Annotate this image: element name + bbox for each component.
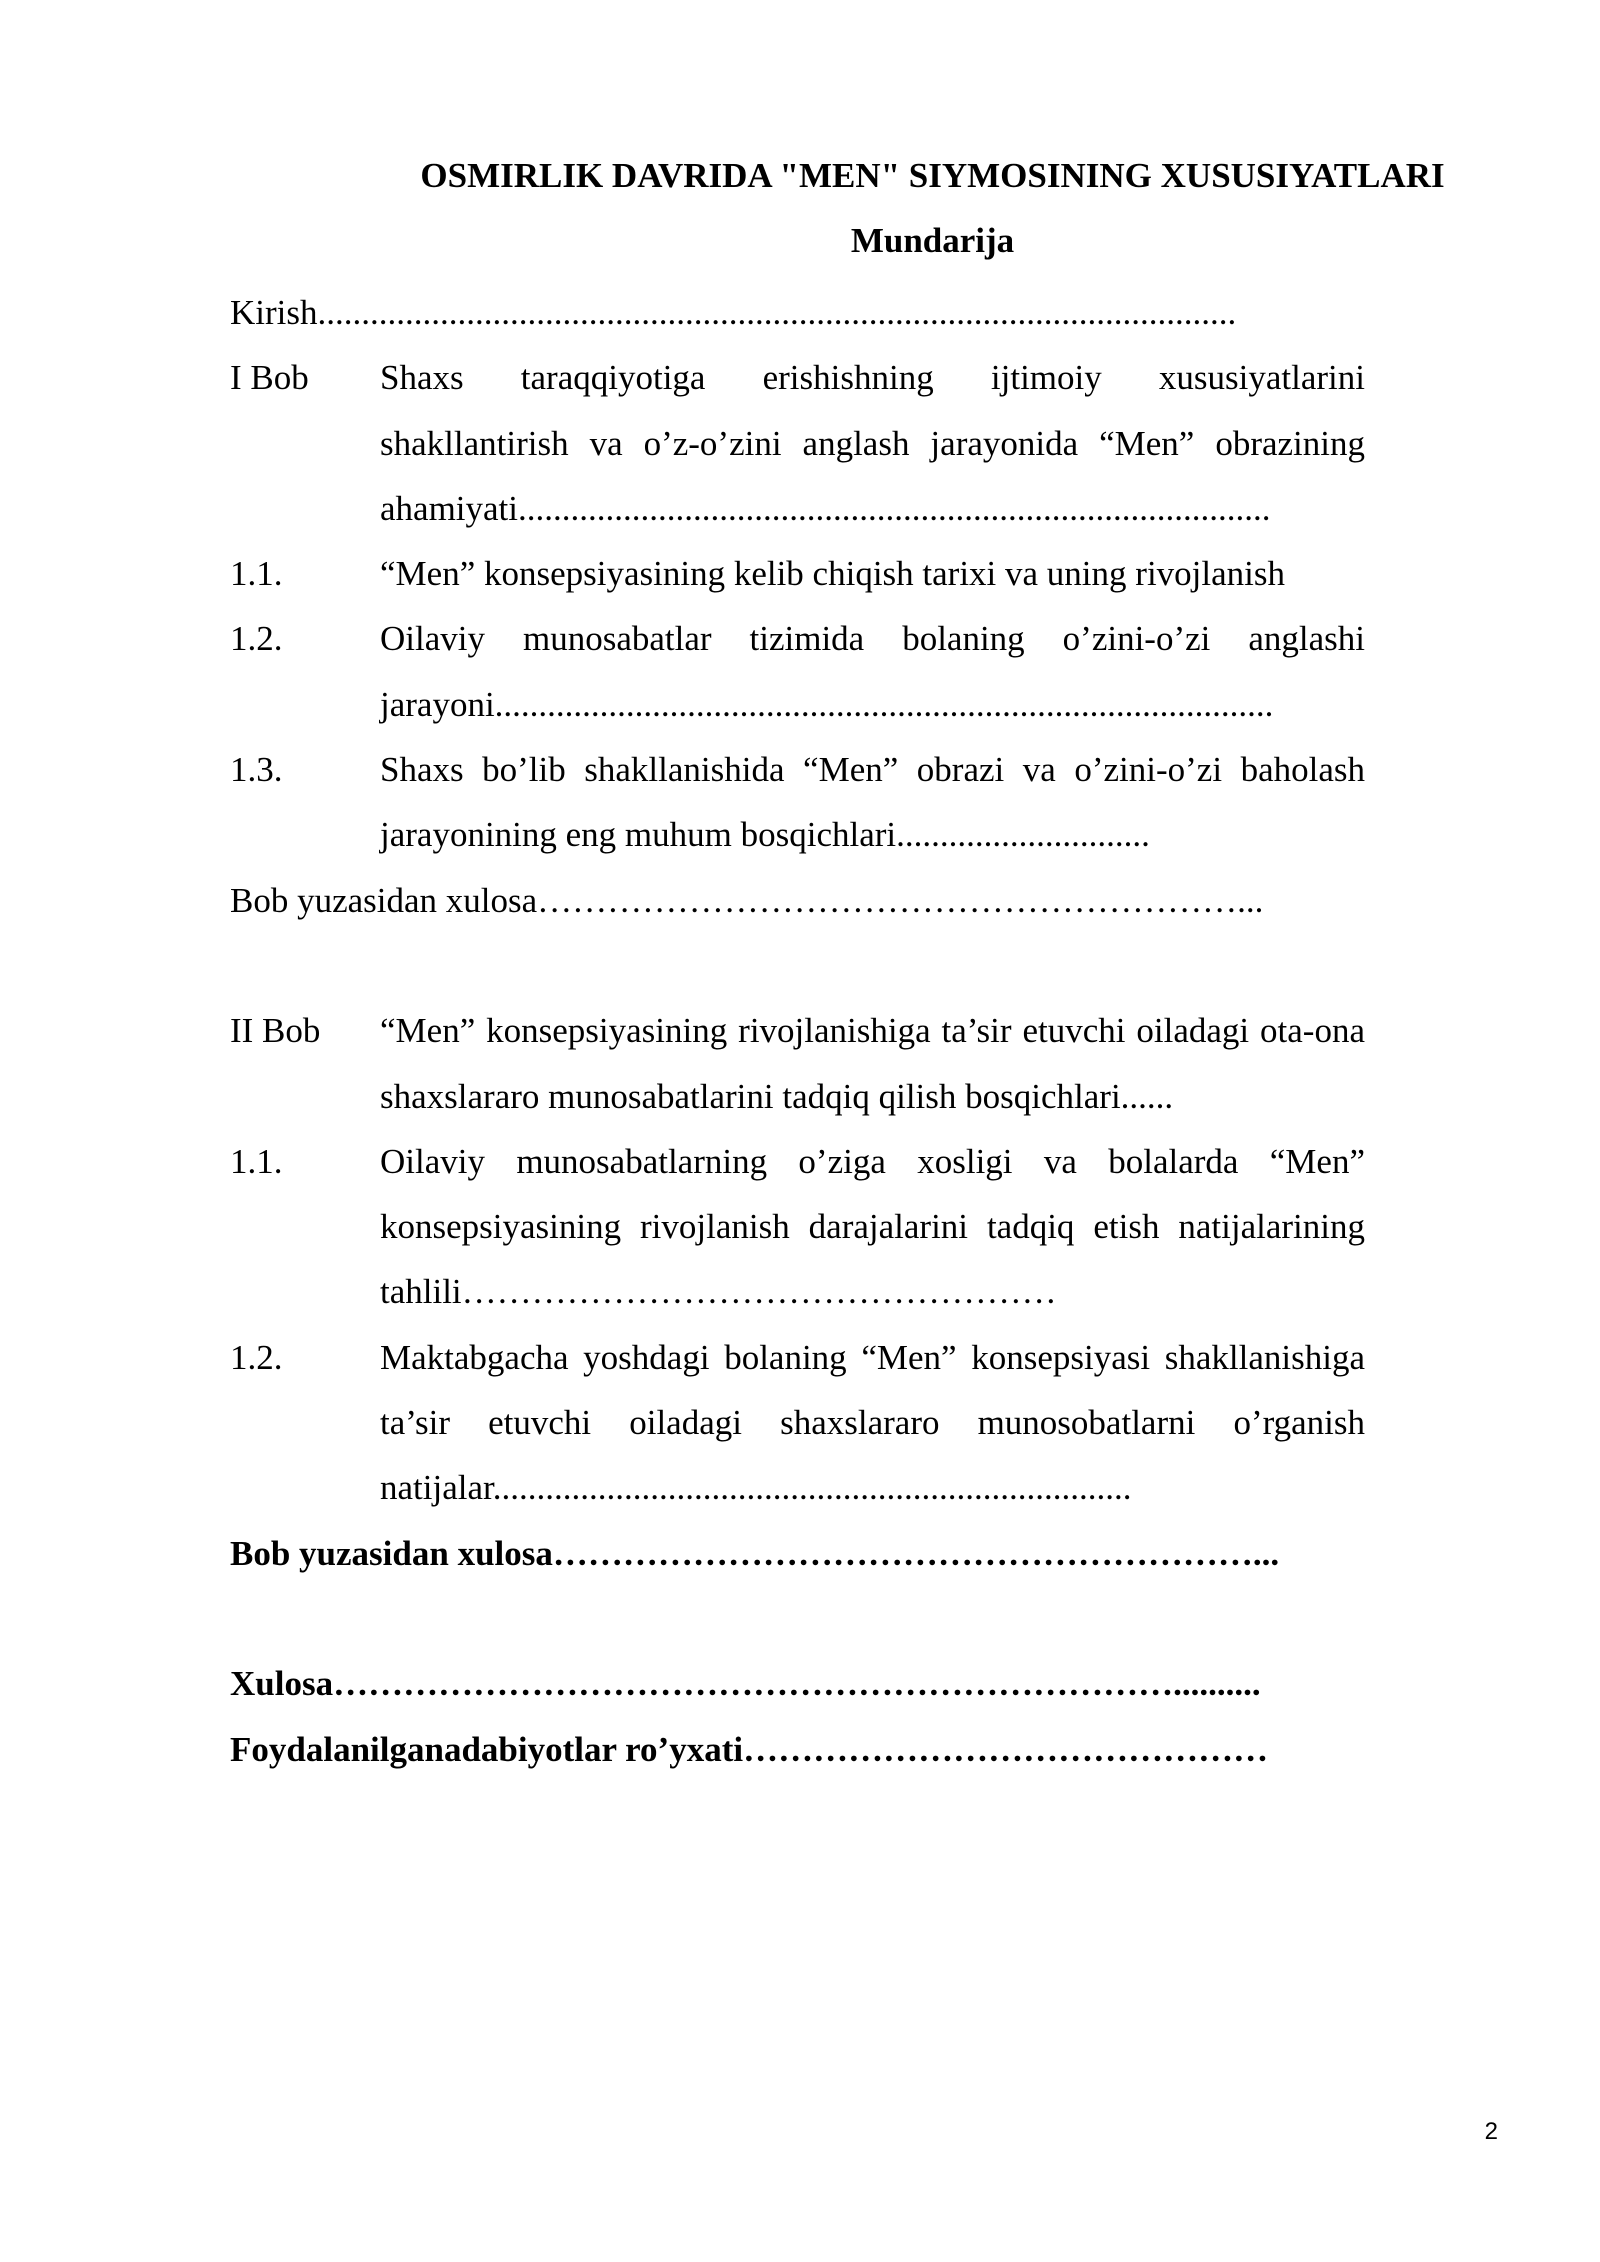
toc-entry-intro: Kirish......................................................................................................... xyxy=(230,293,1237,332)
toc-entry-summary: Xulosa……………………………………………………………….......... xyxy=(230,1664,1261,1704)
toc-entry-chapter-2-conclusion: Bob yuzasidan xulosa……………………………………………………... xyxy=(230,1533,1280,1573)
section-title: Oilaviy munosabatlarning o’ziga xosligi va bolalarda “Men” konsepsiyasining rivojlanish darajalarini tadqiq etish natijalarining tahlili…………………………………………… xyxy=(380,1141,1365,1312)
section-number: 1.2. xyxy=(230,619,283,659)
section-title: Shaxs bo’lib shakllanishida “Men” obrazi va o’zini-o’zi baholash jarayonining eng muhum bosqichlari............................. xyxy=(380,750,1365,855)
page-number: 2 xyxy=(1484,2118,1498,2145)
toc-entry-1-2 xyxy=(230,606,1365,737)
toc-entry-chapter-1-conclusion: Bob yuzasidan xulosa……………………………………………………... xyxy=(230,880,1264,920)
toc-entry-2-2 xyxy=(230,1325,1365,1521)
spacer xyxy=(230,933,1365,998)
chapter-1-number: I Bob xyxy=(230,358,309,398)
spacer xyxy=(230,1586,1365,1651)
document-title: OSMIRLIK DAVRIDA "MEN" SIYMOSINING XUSUSIYATLARI xyxy=(420,156,1445,195)
toc-heading: Mundarija xyxy=(850,221,1015,260)
section-number: 1.1. xyxy=(230,1141,283,1181)
section-title: “Men” konsepsiyasining kelib chiqish tarixi va uning rivojlanish xyxy=(380,554,1285,594)
toc-entry-references: Foydalanilganadabiyotlar ro’yxati……………………………………… xyxy=(230,1729,1269,1769)
section-number: 1.2. xyxy=(230,1337,283,1377)
chapter-2-title: “Men” konsepsiyasining rivojlanishiga ta’sir etuvchi oiladagi ota-ona shaxslararo munosabatlarini tadqiq qilish bosqichlari...... xyxy=(380,1011,1365,1116)
chapter-2-number: II Bob xyxy=(230,1011,321,1051)
toc-entry-1-1 xyxy=(230,541,1365,606)
chapter-1-title: Shaxs taraqqiyotiga erishishning ijtimoiy xususiyatlarini shakllantirish va o’z-o’zini anglash jarayonida “Men” obrazining ahamiyati...................................................................................... xyxy=(380,358,1365,528)
section-number: 1.1. xyxy=(230,554,283,594)
section-title: Oilaviy munosabatlar tizimida bolaning o’zini-o’zi anglashi jarayoni......................................................................................... xyxy=(380,619,1365,724)
section-title: Maktabgacha yoshdagi bolaning “Men” konsepsiyasi shakllanishiga ta’sir etuvchi oiladagi shaxslararo munosobatlarni o’rganish natijalar......................................................................... xyxy=(380,1337,1365,1508)
toc-entry-2-1 xyxy=(230,1129,1365,1325)
toc-entry-1-3 xyxy=(230,737,1365,868)
toc-entry-chapter-2 xyxy=(230,998,1365,1129)
section-number: 1.3. xyxy=(230,750,283,790)
toc-entry-chapter-1 xyxy=(230,345,1365,541)
table-of-contents xyxy=(230,280,1365,1782)
